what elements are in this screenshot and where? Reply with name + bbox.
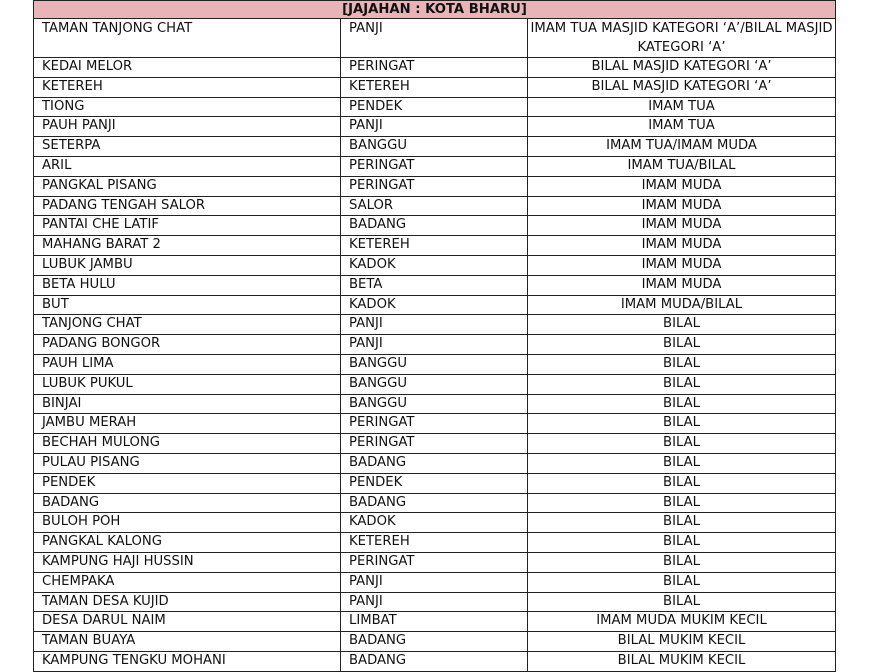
village-cell: KAMPUNG HAJI HUSSIN	[34, 552, 341, 572]
table-row	[34, 632, 836, 652]
vacancy-table-container	[33, 0, 835, 672]
table-row	[34, 275, 836, 295]
position-cell: BILAL	[528, 354, 836, 374]
position-cell: IMAM TUA/IMAM MUDA	[528, 137, 836, 157]
position-cell: BILAL	[528, 315, 836, 335]
village-cell: TIONG	[34, 97, 341, 117]
table-row	[34, 453, 836, 473]
mukim-cell: LIMBAT	[341, 612, 528, 632]
position-cell: BILAL MASJID KATEGORI ‘A’	[528, 77, 836, 97]
table-row	[34, 19, 836, 58]
mukim-cell: PENDEK	[341, 473, 528, 493]
position-cell: IMAM MUDA	[528, 216, 836, 236]
table-row	[34, 434, 836, 454]
mukim-cell: KETEREH	[341, 236, 528, 256]
mukim-cell: BANGGU	[341, 394, 528, 414]
mukim-cell: KADOK	[341, 255, 528, 275]
position-cell: BILAL	[528, 493, 836, 513]
position-cell: BILAL	[528, 533, 836, 553]
table-row	[34, 473, 836, 493]
village-cell: TAMAN DESA KUJID	[34, 592, 341, 612]
mukim-cell: KETEREH	[341, 77, 528, 97]
mukim-cell: PANJI	[341, 117, 528, 137]
position-cell: IMAM TUA MASJID KATEGORI ‘A’/BILAL MASJID KATEGORI ‘A’	[528, 19, 836, 58]
table-row	[34, 394, 836, 414]
mukim-cell: BADANG	[341, 216, 528, 236]
village-cell: LUBUK JAMBU	[34, 255, 341, 275]
position-cell: IMAM TUA	[528, 97, 836, 117]
village-cell: TAMAN TANJONG CHAT	[34, 19, 341, 58]
village-cell: LUBUK PUKUL	[34, 374, 341, 394]
table-row	[34, 156, 836, 176]
table-row	[34, 592, 836, 612]
village-cell: BULOH POH	[34, 513, 341, 533]
position-cell: BILAL	[528, 394, 836, 414]
mukim-cell: KADOK	[341, 513, 528, 533]
village-cell: PAUH PANJI	[34, 117, 341, 137]
table-row	[34, 651, 836, 671]
table-row	[34, 533, 836, 553]
position-cell: BILAL	[528, 572, 836, 592]
mukim-cell: PERINGAT	[341, 58, 528, 78]
table-row	[34, 572, 836, 592]
village-cell: CHEMPAKA	[34, 572, 341, 592]
mukim-cell: PERINGAT	[341, 156, 528, 176]
village-cell: JAMBU MERAH	[34, 414, 341, 434]
village-cell: PANGKAL KALONG	[34, 533, 341, 553]
position-cell: BILAL	[528, 592, 836, 612]
village-cell: BETA HULU	[34, 275, 341, 295]
position-cell: BILAL	[528, 335, 836, 355]
position-cell: IMAM MUDA/BILAL	[528, 295, 836, 315]
table-row	[34, 374, 836, 394]
village-cell: PADANG BONGOR	[34, 335, 341, 355]
vacancy-table	[33, 0, 836, 672]
table-row	[34, 216, 836, 236]
position-cell: BILAL	[528, 374, 836, 394]
position-cell: IMAM MUDA	[528, 176, 836, 196]
village-cell: PADANG TENGAH SALOR	[34, 196, 341, 216]
table-row	[34, 236, 836, 256]
district-title: [JAJAHAN : KOTA BHARU]	[34, 1, 836, 19]
village-cell: ARIL	[34, 156, 341, 176]
mukim-cell: SALOR	[341, 196, 528, 216]
table-row	[34, 414, 836, 434]
table-header-row	[34, 1, 836, 19]
mukim-cell: BADANG	[341, 453, 528, 473]
village-cell: KEDAI MELOR	[34, 58, 341, 78]
village-cell: PENDEK	[34, 473, 341, 493]
village-cell: DESA DARUL NAIM	[34, 612, 341, 632]
mukim-cell: PANJI	[341, 572, 528, 592]
village-cell: PULAU PISANG	[34, 453, 341, 473]
mukim-cell: BETA	[341, 275, 528, 295]
position-cell: BILAL	[528, 434, 836, 454]
table-row	[34, 117, 836, 137]
table-row	[34, 137, 836, 157]
table-row	[34, 196, 836, 216]
village-cell: SETERPA	[34, 137, 341, 157]
mukim-cell: PERINGAT	[341, 414, 528, 434]
position-cell: BILAL	[528, 473, 836, 493]
mukim-cell: PANJI	[341, 315, 528, 335]
mukim-cell: PANJI	[341, 592, 528, 612]
mukim-cell: BANGGU	[341, 354, 528, 374]
village-cell: PANGKAL PISANG	[34, 176, 341, 196]
mukim-cell: PANJI	[341, 19, 528, 58]
mukim-cell: BADANG	[341, 632, 528, 652]
village-cell: BADANG	[34, 493, 341, 513]
mukim-cell: KETEREH	[341, 533, 528, 553]
village-cell: PAUH LIMA	[34, 354, 341, 374]
village-cell: TAMAN BUAYA	[34, 632, 341, 652]
position-cell: IMAM MUDA	[528, 236, 836, 256]
table-row	[34, 255, 836, 275]
mukim-cell: KADOK	[341, 295, 528, 315]
table-row	[34, 335, 836, 355]
table-row	[34, 552, 836, 572]
village-cell: KETEREH	[34, 77, 341, 97]
village-cell: BINJAI	[34, 394, 341, 414]
table-row	[34, 77, 836, 97]
village-cell: MAHANG BARAT 2	[34, 236, 341, 256]
table-row	[34, 58, 836, 78]
table-row	[34, 315, 836, 335]
position-cell: IMAM TUA/BILAL	[528, 156, 836, 176]
table-row	[34, 354, 836, 374]
position-cell: IMAM MUDA MUKIM KECIL	[528, 612, 836, 632]
mukim-cell: PANJI	[341, 335, 528, 355]
table-row	[34, 295, 836, 315]
village-cell: PANTAI CHE LATIF	[34, 216, 341, 236]
table-row	[34, 513, 836, 533]
mukim-cell: BANGGU	[341, 374, 528, 394]
position-cell: BILAL MASJID KATEGORI ‘A’	[528, 58, 836, 78]
position-cell: IMAM MUDA	[528, 275, 836, 295]
table-row	[34, 493, 836, 513]
position-cell: BILAL	[528, 453, 836, 473]
mukim-cell: BADANG	[341, 493, 528, 513]
village-cell: BUT	[34, 295, 341, 315]
position-cell: IMAM MUDA	[528, 255, 836, 275]
position-cell: BILAL	[528, 414, 836, 434]
position-cell: BILAL MUKIM KECIL	[528, 651, 836, 671]
mukim-cell: PERINGAT	[341, 176, 528, 196]
mukim-cell: BANGGU	[341, 137, 528, 157]
table-body	[34, 19, 836, 672]
position-cell: BILAL	[528, 513, 836, 533]
position-cell: IMAM MUDA	[528, 196, 836, 216]
table-row	[34, 97, 836, 117]
village-cell: TANJONG CHAT	[34, 315, 341, 335]
position-cell: BILAL	[528, 552, 836, 572]
table-row	[34, 176, 836, 196]
mukim-cell: BADANG	[341, 651, 528, 671]
mukim-cell: PENDEK	[341, 97, 528, 117]
village-cell: KAMPUNG TENGKU MOHANI	[34, 651, 341, 671]
village-cell: BECHAH MULONG	[34, 434, 341, 454]
position-cell: IMAM TUA	[528, 117, 836, 137]
mukim-cell: PERINGAT	[341, 434, 528, 454]
table-row	[34, 612, 836, 632]
mukim-cell: PERINGAT	[341, 552, 528, 572]
position-cell: BILAL MUKIM KECIL	[528, 632, 836, 652]
